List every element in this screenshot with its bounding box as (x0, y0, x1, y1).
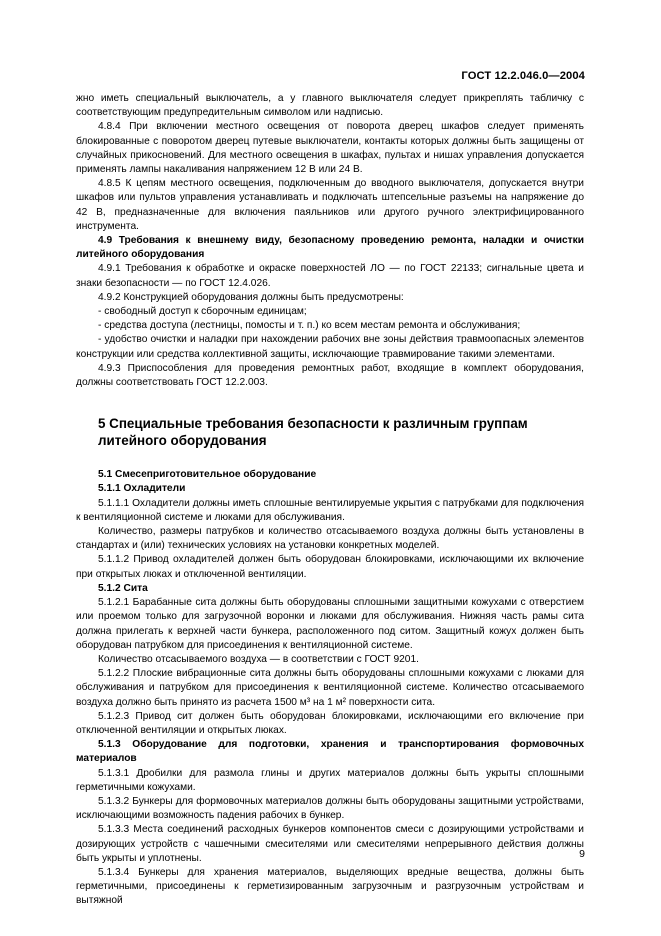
subsection-heading: 5.1.2 Сита (98, 582, 148, 594)
paragraph: 5.1.3.4 Бункеры для хранения материалов, выделяющих вредные вещества, должны быть герметичными, присоединены к герметизированным загрузочным и разгрузочным устройствам и вытяжной (76, 866, 584, 907)
paragraph: 5.1.1.2 Привод охладителей должен быть оборудован блокировками, исключающими их включение при открытых люках и отключенной вентиляции. (76, 554, 584, 580)
section-4-continued (76, 92, 584, 390)
paragraph: Количество отсасываемого воздуха — в соответствии с ГОСТ 9201. (98, 653, 419, 665)
section-5-title-line-2: литейного оборудования (98, 433, 267, 449)
paragraph: жно иметь специальный выключатель, а у главного выключателя следует прикреплять табличку с соответствующим предупредительным символом или надписью. (76, 93, 584, 119)
paragraph: 4.9.3 Приспособления для проведения ремонтных работ, входящие в комплект оборудования, должны соответствовать ГОСТ 12.2.003. (76, 362, 584, 389)
paragraph: - свободный доступ к сборочным единицам; (98, 306, 307, 318)
paragraph: 5.1.2.3 Привод сит должен быть оборудован блокировками, исключающими его включение при отключенной вентиляции и открытых люках. (76, 710, 584, 736)
document-header: ГОСТ 12.2.046.0—2004 (461, 70, 585, 82)
paragraph: 5.1.2.1 Барабанные сита должны быть оборудованы сплошными защитными кожухами с отверстием или проемом только для загрузочной воронки и люками для обслуживания. Нижняя часть рамы сита должна прилегать к верхней части бункера, расположенного под ситом. Защитный кожух должен быть оборудован патрубком для присоединения к вентиляционной системе. (76, 597, 584, 651)
section-5-body (76, 468, 584, 908)
paragraph: - средства доступа (лестницы, помосты и т. п.) ко всем местам ремонта и обслуживания; (98, 320, 521, 332)
paragraph: 4.8.5 К цепям местного освещения, подключенным до вводного выключателя, допускается внутри шкафов или пультов управления устанавливать и подключать штепсельные разъемы на напряжение до 42 В, предназначенные для включения паяльников или другого ручного электрифицированного инструмента. (76, 178, 584, 232)
subsection-heading: 5.1.1 Охладители (98, 483, 186, 495)
paragraph: 5.1.1.1 Охладители должны иметь сплошные вентилируемые укрытия с патрубками для подключения к вентиляционной системе и люками для обслуживания. (76, 497, 584, 523)
paragraph: 4.9.1 Требования к обработке и окраске поверхностей ЛО — по ГОСТ 22133; сигнальные цвета и знаки безопасности — по ГОСТ 12.4.026. (76, 263, 584, 289)
section-5-title-line-1: 5 Специальные требования безопасности к различным группам (98, 416, 528, 432)
paragraph: 5.1.3.3 Места соединений расходных бункеров компонентов смеси с дозирующими устройствами и дозирующих устройств с чашечными смесителями или смесителями непрерывного действия должны быть укрыты и уплотнены. (76, 824, 584, 864)
paragraph: Количество, размеры патрубков и количество отсасываемого воздуха должны быть установлены в стандартах и (или) технических условиях на установки конкретных моделей. (76, 526, 584, 552)
paragraph: - удобство очистки и наладки при нахождении рабочих вне зоны действия травмоопасных элементов конструкции или средства коллективной защиты, исключающие травмирование такими элементами. (76, 334, 584, 360)
subsection-heading: 5.1.3 Оборудование для подготовки, хранения и транспортирования формовочных материалов (76, 739, 584, 765)
subsection-heading: 5.1 Смесеприготовительное оборудование (98, 469, 317, 481)
subsection-heading: 4.9 Требования к внешнему виду, безопасному проведению ремонта, наладки и очистки литейного оборудования (76, 235, 584, 261)
page-body (76, 92, 584, 909)
page-number: 9 (579, 848, 585, 860)
paragraph: 5.1.2.2 Плоские вибрационные сита должны быть оборудованы сплошными кожухами с люками для обслуживания и патрубком для присоединения к вентиляционной системе. Количество отсасываемого воздуха должно быть принято из расчета 1500 м³ на 1 м² поверхности сита. (76, 668, 584, 708)
paragraph: 4.8.4 При включении местного освещения от поворота дверец шкафов следует применять блокированные с поворотом дверец путевые выключатели, контакты которых должны быть защищены от случайных прикосновений. Для местного освещения в шкафах, пультах и нишах управления допускается применять лампы накаливания напряжением 12 В или 24 В. (76, 121, 584, 176)
paragraph: 5.1.3.1 Дробилки для размола глины и других материалов должны быть укрыты сплошными герметичными кожухами. (76, 767, 584, 793)
paragraph: 5.1.3.2 Бункеры для формовочных материалов должны быть оборудованы защитными устройствами, исключающими возможность падения рабочих в бункер. (76, 795, 584, 822)
section-5-heading (76, 415, 584, 449)
paragraph: 4.9.2 Конструкцией оборудования должны быть предусмотрены: (98, 291, 404, 303)
